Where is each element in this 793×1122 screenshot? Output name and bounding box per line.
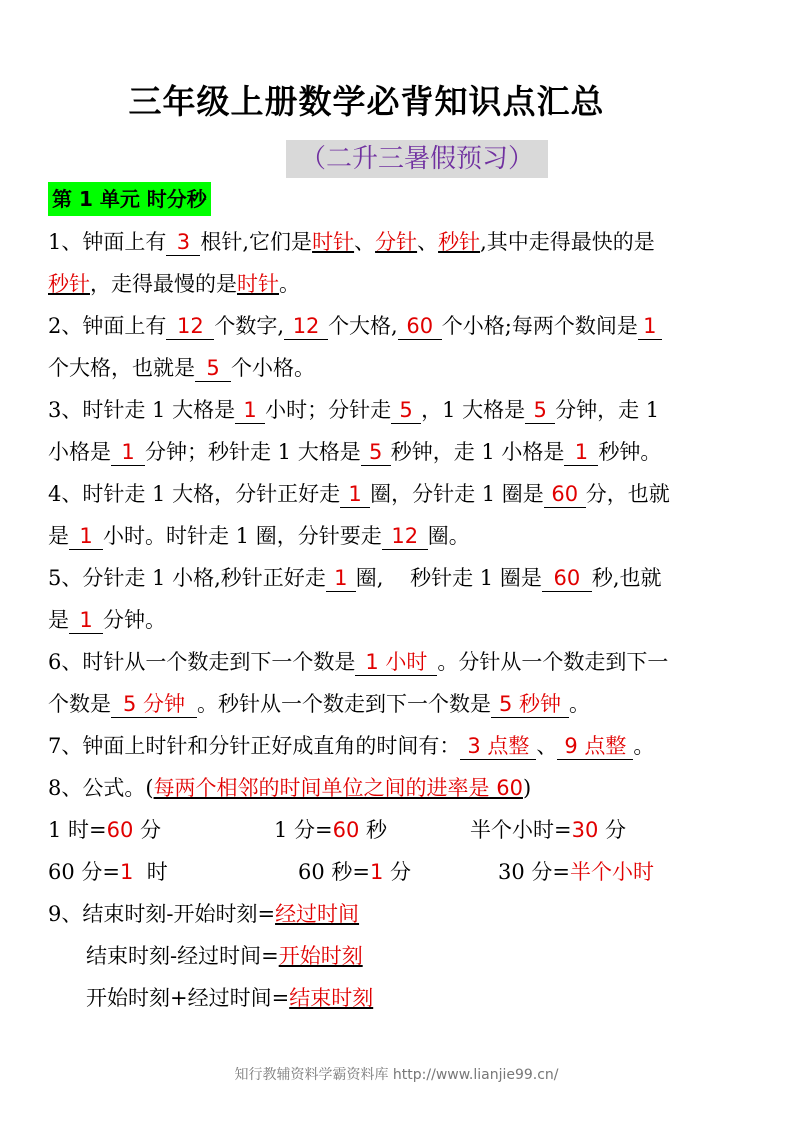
answer-text: 时针 bbox=[312, 230, 355, 254]
answer-text: 每两个相邻的时间单位之间的进率是 60 bbox=[153, 776, 523, 800]
item-6-line-2: 个数是 5 分钟 。秒针从一个数走到下一个数是 5 秒钟 。 bbox=[48, 692, 590, 716]
answer-blank: 3 bbox=[166, 229, 200, 256]
answer-text: 开始时刻 bbox=[278, 944, 363, 968]
item-1-line-1: 1、钟面上有 3 根针,它们是时针、分针、秒针,其中走得最快的是 bbox=[48, 230, 655, 254]
answer-blank: 5 bbox=[525, 397, 555, 424]
answer-blank: 1 bbox=[111, 439, 145, 466]
answer-blank: 60 bbox=[542, 565, 592, 592]
item-4-line-1: 4、时针走 1 大格，分针正好走 1 圈，分针走 1 圈是 60 分，也就 bbox=[48, 482, 670, 506]
answer-blank: 5 bbox=[391, 397, 421, 424]
answer-blank: 1 bbox=[235, 397, 265, 424]
answer-blank: 12 bbox=[166, 313, 214, 340]
page-title: 三年级上册数学必背知识点汇总 bbox=[128, 82, 605, 121]
conversion-2: 1 分=60 秒 bbox=[274, 818, 388, 842]
item-9-line-1: 9、结束时刻-开始时刻=经过时间 bbox=[48, 902, 360, 926]
item-6-line-1: 6、时针从一个数走到下一个数是 1 小时 。分针从一个数走到下一 bbox=[48, 650, 669, 674]
answer-blank: 5 分钟 bbox=[111, 691, 197, 718]
answer-blank: 1 bbox=[69, 607, 103, 634]
answer-blank: 12 bbox=[382, 523, 428, 550]
answer-blank: 60 bbox=[398, 313, 442, 340]
answer-text: 秒针 bbox=[48, 272, 90, 296]
item-3-line-2: 小格是 1 分钟；秒针走 1 大格是 5 秒钟，走 1 小格是 1 秒钟。 bbox=[48, 440, 662, 464]
unit-heading: 第 1 单元 时分秒 bbox=[48, 182, 211, 216]
item-2-line-2: 个大格，也就是 5 个小格。 bbox=[48, 356, 315, 380]
subtitle: （二升三暑假预习） bbox=[299, 144, 534, 174]
answer-text: 时针 bbox=[237, 272, 279, 296]
answer-blank: 1 bbox=[564, 439, 598, 466]
item-5-line-2: 是 1 分钟。 bbox=[48, 608, 166, 632]
answer-text: 分针 bbox=[375, 230, 418, 254]
item-4-line-2: 是 1 小时。时针走 1 圈，分针要走 12 圈。 bbox=[48, 524, 470, 548]
answer-blank: 1 小时 bbox=[355, 649, 437, 676]
item-2-line-1: 2、钟面上有 12 个数字, 12 个大格, 60 个小格;每两个数间是 1 bbox=[48, 310, 662, 342]
item-3-line-1: 3、时针走 1 大格是 1 小时；分针走 5 ，1 大格是 5 分钟，走 1 bbox=[48, 398, 660, 422]
item-1-line-2: 秒针，走得最慢的是时针。 bbox=[48, 272, 300, 296]
answer-blank: 1 bbox=[340, 481, 370, 508]
answer-blank: 9 点整 bbox=[557, 733, 633, 760]
item-9-line-2: 结束时刻-经过时间=开始时刻 bbox=[86, 944, 363, 968]
answer-blank: 1 bbox=[638, 313, 662, 340]
footer-watermark: 知行教辅资料学霸资料库 http://www.lianjie99.cn/ bbox=[234, 1067, 559, 1083]
answer-text: 结束时刻 bbox=[289, 986, 374, 1010]
answer-blank: 1 bbox=[326, 565, 356, 592]
conversion-1: 1 时=60 分 bbox=[48, 818, 162, 842]
answer-blank: 1 bbox=[69, 523, 103, 550]
conversion-3: 半个小时=30 分 bbox=[470, 818, 627, 842]
item-5-line-1: 5、分针走 1 小格,秒针正好走 1 圈, 秒针走 1 圈是 60 秒,也就 bbox=[48, 566, 662, 590]
answer-text: 经过时间 bbox=[275, 902, 360, 926]
answer-blank: 12 bbox=[284, 313, 328, 340]
conversion-4: 60 分=1 时 bbox=[48, 860, 168, 884]
answer-text: 秒针 bbox=[438, 230, 481, 254]
answer-blank: 60 bbox=[544, 481, 586, 508]
item-7-line: 7、钟面上时针和分针正好成直角的时间有： 3 点整 、 9 点整 。 bbox=[48, 734, 655, 758]
answer-blank: 5 秒钟 bbox=[491, 691, 569, 718]
item-8-line: 8、公式。(每两个相邻的时间单位之间的进率是 60) bbox=[48, 776, 532, 800]
conversion-5: 60 秒=1 分 bbox=[298, 860, 412, 884]
conversion-6: 30 分=半个小时 bbox=[498, 860, 654, 884]
item-9-line-3: 开始时刻+经过时间=结束时刻 bbox=[86, 986, 374, 1010]
answer-blank: 5 bbox=[361, 439, 391, 466]
subtitle-box bbox=[286, 140, 548, 178]
answer-blank: 5 bbox=[195, 355, 231, 382]
answer-blank: 3 点整 bbox=[460, 733, 536, 760]
